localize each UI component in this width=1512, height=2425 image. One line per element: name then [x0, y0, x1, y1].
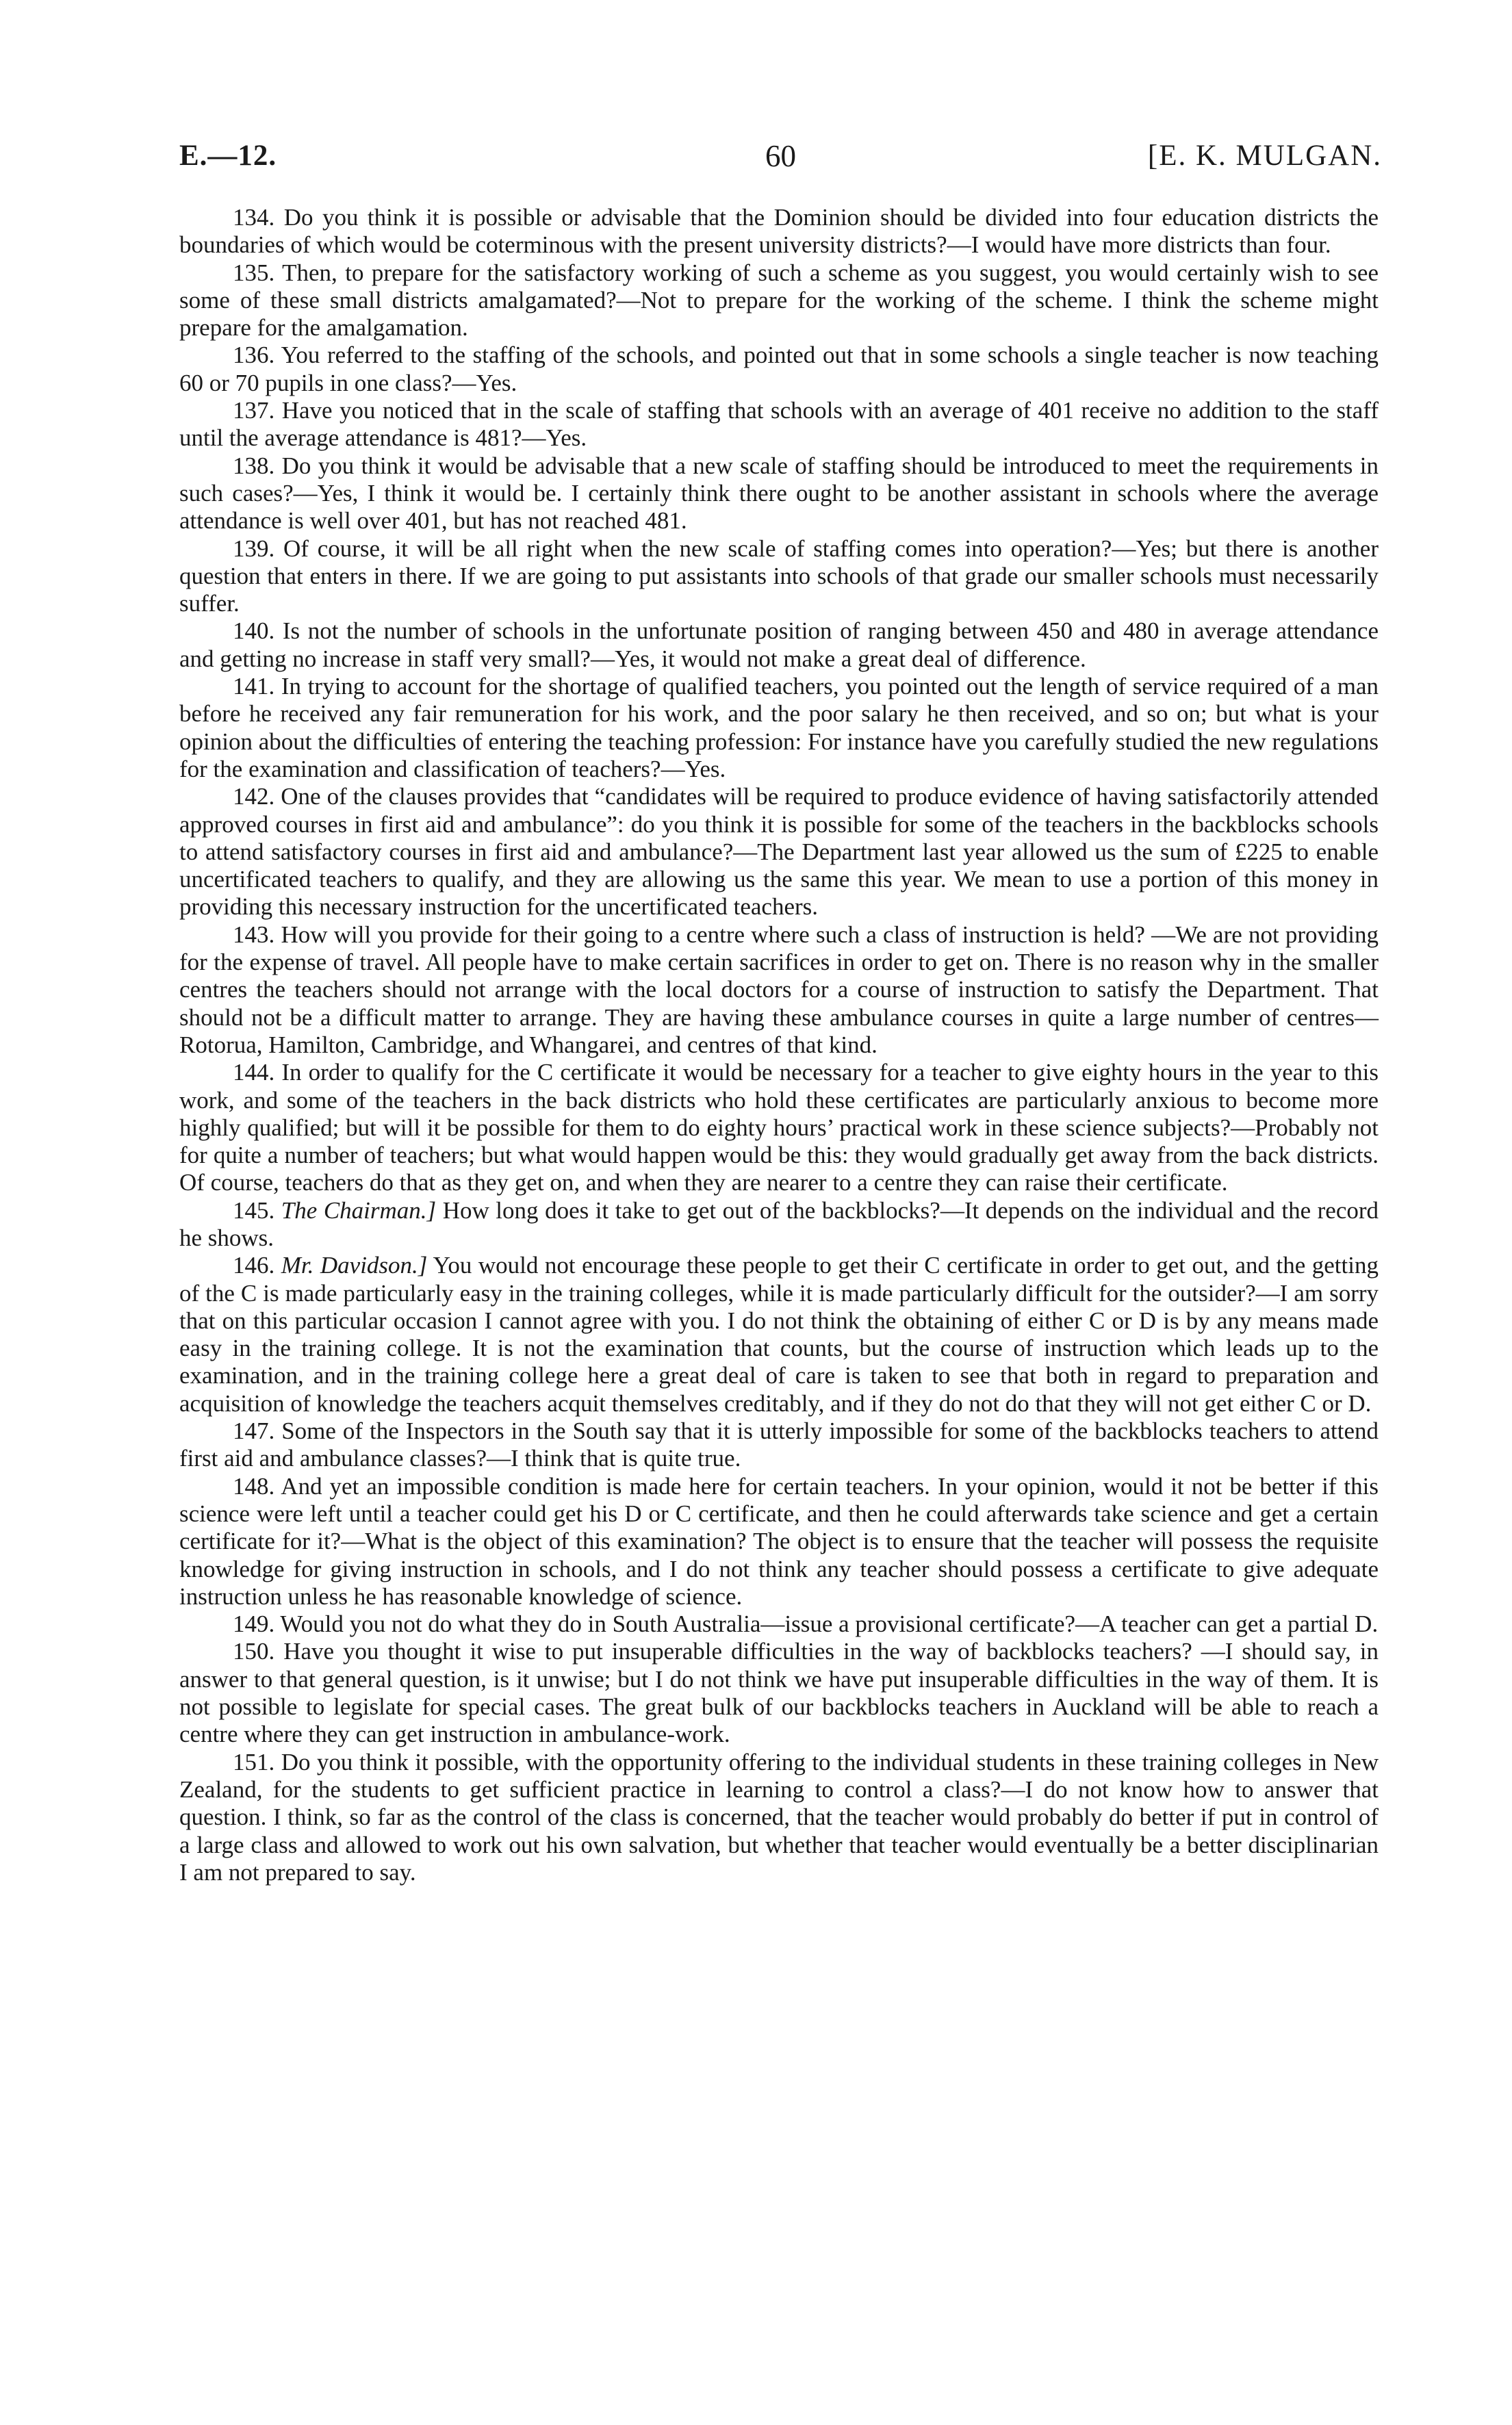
question-136: 136. You referred to the staffing of the schools, and pointed out that in some schools a single teacher is now teaching 60 or 70 pupils in one class?—Yes.	[179, 342, 1379, 396]
witness-name: [E. K. MULGAN.	[1147, 140, 1382, 172]
question-146	[179, 1252, 1379, 1417]
question-142: 142. One of the clauses provides that “candidates will be required to produce evidence of having satisfactorily attended approved courses in first aid and ambulance”: do you think it is possible for some of the teachers in the backblocks schools to attend satisfactory courses in first aid and ambulance?—The Department last year allowed us the sum of £225 to enable uncertificated teachers to qualify, and they are allowing us the same this year. We mean to use a portion of this money in providing this necessary instruction for the uncertificated teachers.	[179, 783, 1379, 921]
question-138: 138. Do you think it would be advisable that a new scale of staffing should be introduced to meet the requirements in such cases?—Yes, I think it would be. I certainly think there ought to be another assistant in schools where the average attendance is well over 401, but has not reached 481.	[179, 452, 1379, 535]
question-number: 146.	[233, 1252, 275, 1279]
speaker-label: Mr. Davidson.]	[281, 1252, 428, 1279]
question-text: You would not encourage these people to get their C certificate in order to get out, and the getting of the C is made particularly easy in the training colleges, while it is made particularly difficult for the outsider?—I am sorry that on this particular occasion I cannot agree with you. I do not think the obtaining of either C or D is by any means made easy in the training college. It is not the examination that counts, but the course of instruction which leads up to the examination, and in the training college here a great deal of care is taken to see that both in regard to preparation and acquisition of knowledge the teachers acquit themselves creditably, and if they do not do that they will not get either C or D.	[179, 1252, 1379, 1417]
page-number: 60	[765, 139, 796, 173]
question-137: 137. Have you noticed that in the scale of staffing that schools with an average of 401 receive no addition to the staff until the average attendance is 481?—Yes.	[179, 397, 1379, 452]
question-140: 140. Is not the number of schools in the unfortunate position of ranging between 450 and 480 in average attendance and getting no increase in staff very small?—Yes, it would not make a great deal of difference.	[179, 617, 1379, 672]
page-header	[179, 136, 1382, 177]
question-149: 149. Would you not do what they do in South Australia—issue a provisional certificate?—A teacher can get a partial D.	[233, 1611, 1379, 1638]
question-144: 144. In order to qualify for the C certificate it would be necessary for a teacher to give eighty hours in the year to this work, and some of the teachers in the back districts who hold these certificates are particularly anxious to become more highly qualified; but will it be possible for them to do eighty hours’ practical work in these science subjects?—Probably not for quite a number of teachers; but what would happen would be this: they would gradually get away from the back districts. Of course, teachers do that as they get on, and when they are nearer to a centre they can raise their certificate.	[179, 1059, 1379, 1196]
question-143: 143. How will you provide for their going to a centre where such a class of instruction is held? —We are not providing for the expense of travel. All people have to make certain sacrifices in order to get on. There is no reason why in the smaller centres the teachers should not arrange with the local doctors for a course of instruction to satisfy the Department. That should not be a difficult matter to arrange. They are having these ambulance courses in quite a large number of centres—Rotorua, Hamilton, Cambridge, and Whangarei, and centres of that kind.	[179, 921, 1379, 1058]
question-135: 135. Then, to prepare for the satisfactory working of such a scheme as you suggest, you would certainly wish to see some of these small districts amalgamated?—Not to prepare for the working of the scheme. I think the scheme might prepare for the amalgamation.	[179, 259, 1379, 342]
testimony-body	[179, 204, 1379, 1886]
question-151: 151. Do you think it possible, with the opportunity offering to the individual students in these training colleges in New Zealand, for the students to get sufficient practice in learning to control a class?—I do not know how to answer that question. I think, so far as the control of the class is concerned, that the teacher would probably do better if put in control of a large class and allowed to work out his own salvation, but whether that teacher would eventually be a better disciplinarian I am not prepared to say.	[179, 1748, 1379, 1886]
question-150: 150. Have you thought it wise to put insuperable difficulties in the way of backblocks teachers? —I should say, in answer to that general question, is it unwise; but I do not think we have put insuperable difficulties in the way of them. It is not possible to legislate for special cases. The great bulk of our backblocks teachers in Auckland will be able to reach a centre where they can get instruction in ambulance-work.	[179, 1638, 1379, 1748]
question-147: 147. Some of the Inspectors in the South say that it is utterly impossible for some of the backblocks teachers to attend first aid and ambulance classes?—I think that is quite true.	[179, 1417, 1379, 1472]
question-145	[179, 1197, 1379, 1253]
question-139: 139. Of course, it will be all right when the new scale of staffing comes into operation?—Yes; but there is another question that enters in there. If we are going to put assistants into schools of that grade our smaller schools must necessarily suffer.	[179, 535, 1379, 617]
document-reference: E.—12.	[179, 140, 277, 172]
question-number: 145.	[233, 1196, 275, 1224]
question-text: How long does it take to get out of the backblocks?—It depends on the individual and the record he shows.	[179, 1196, 1379, 1251]
question-148: 148. And yet an impossible condition is made here for certain teachers. In your opinion, would it not be better if this science were left until a teacher could get his D or C certificate, and then he could afterwards take science and get a certain certificate for it?—What is the object of this examination? The object is to ensure that the teacher will possess the requisite knowledge for giving instruction in schools, and I do not think any teacher should possess a certificate to give adequate instruction unless he has reasonable knowledge of science.	[179, 1472, 1379, 1610]
question-134: 134. Do you think it is possible or advisable that the Dominion should be divided into four education districts the boundaries of which would be coterminous with the present university districts?—I would have more districts than four.	[179, 204, 1379, 259]
speaker-label: The Chairman.]	[281, 1196, 437, 1224]
question-141: 141. In trying to account for the shortage of qualified teachers, you pointed out the length of service required of a man before he received any fair remuneration for his work, and the poor salary he then received, and so on; but what is your opinion about the difficulties of entering the teaching profession: For instance have you carefully studied the new regulations for the examination and classification of teachers?—Yes.	[179, 673, 1379, 782]
